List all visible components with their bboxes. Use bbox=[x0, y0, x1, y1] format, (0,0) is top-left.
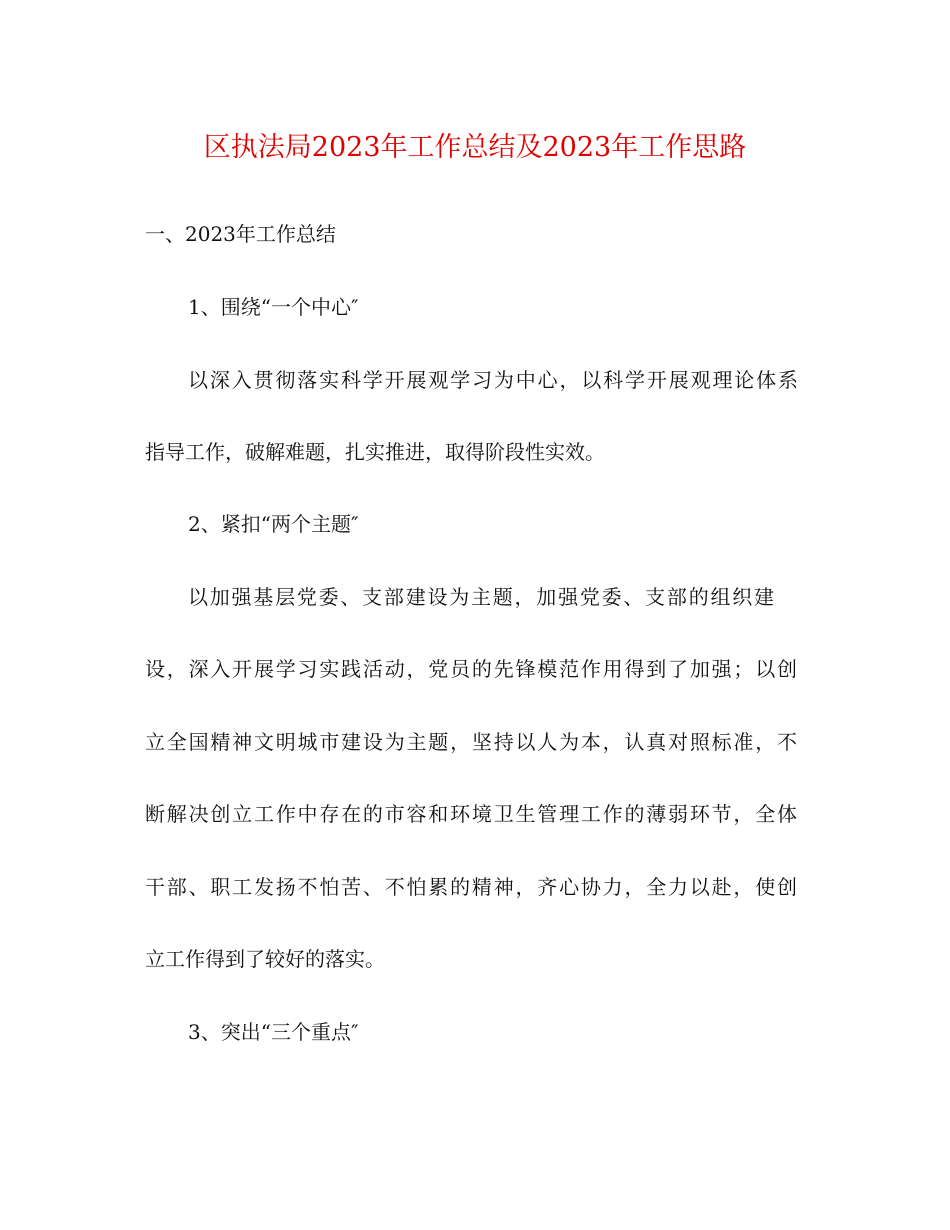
document-title: 区执法局2023年工作总结及2023年工作思路 bbox=[203, 132, 747, 163]
subsection-heading: 2、紧扣“两个主题″ bbox=[188, 512, 359, 536]
paragraph-line: 立全国精神文明城市建设为主题，坚持以人为本，认真对照标准，不 bbox=[145, 730, 797, 754]
paragraph-line: 以深入贯彻落实科学开展观学习为中心，以科学开展观理论体系 bbox=[188, 368, 798, 392]
paragraph-line: 断解决创立工作中存在的市容和环境卫生管理工作的薄弱环节，全体 bbox=[145, 802, 797, 826]
paragraph-line: 以加强基层党委、支部建设为主题，加强党委、支部的组织建 bbox=[188, 585, 774, 609]
paragraph-line: 立工作得到了较好的落实。 bbox=[145, 947, 385, 971]
paragraph-line: 指导工作，破解难题，扎实推进，取得阶段性实效。 bbox=[145, 440, 605, 464]
paragraph-line: 设，深入开展学习实践活动，党员的先锋模范作用得到了加强；以创 bbox=[145, 657, 797, 681]
section-heading: 一、2023年工作总结 bbox=[145, 222, 336, 246]
subsection-heading: 1、围绕“一个中心″ bbox=[188, 295, 359, 319]
paragraph-line: 干部、职工发扬不怕苦、不怕累的精神，齐心协力，全力以赴，使创 bbox=[145, 875, 797, 899]
subsection-heading: 3、突出“三个重点″ bbox=[188, 1020, 359, 1044]
